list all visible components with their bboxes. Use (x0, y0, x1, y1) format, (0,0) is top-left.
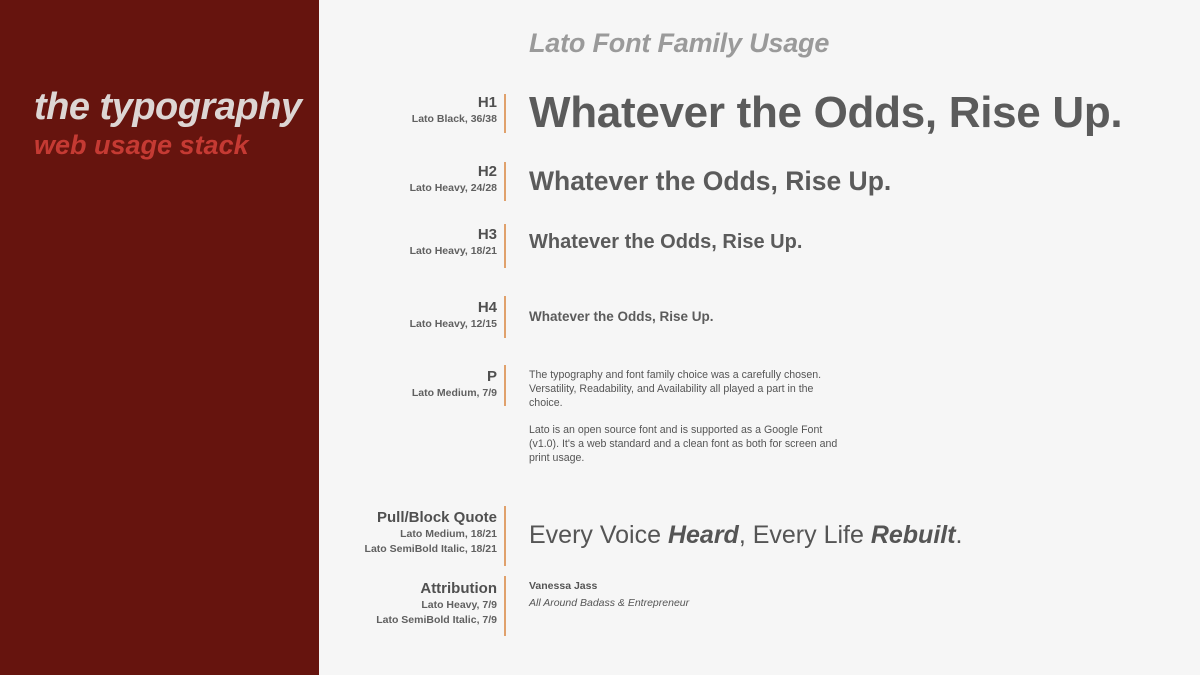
attribution-name: Vanessa Jass (529, 580, 598, 592)
sample-h3: Whatever the Odds, Rise Up. (529, 231, 803, 253)
divider-p (504, 365, 506, 406)
divider-attribution (504, 576, 506, 636)
style-name-h2: H2 (477, 163, 497, 180)
label-p (412, 368, 497, 401)
paragraph-sample-1: The typography and font family choice was a carefully chosen. Versatility, Readability, and Availability all played a part in the choice. (529, 369, 822, 409)
style-spec-h4: Lato Heavy, 12/15 (409, 318, 497, 330)
attribution-role: All Around Badass & Entrepreneur (529, 597, 690, 609)
style-name-attribution: Attribution (420, 580, 497, 597)
style-spec-attribution-1: Lato Heavy, 7/9 (421, 599, 497, 611)
divider-h2 (504, 162, 506, 201)
sample-h4: Whatever the Odds, Rise Up. (529, 309, 714, 324)
quote-part-1: Every Voice (529, 521, 668, 549)
label-h3 (410, 226, 497, 259)
sample-h2: Whatever the Odds, Rise Up. (529, 166, 892, 196)
style-spec-h1: Lato Black, 36/38 (411, 113, 497, 125)
sample-h1: Whatever the Odds, Rise Up. (529, 88, 1123, 137)
label-quote (365, 509, 497, 557)
label-attribution (376, 580, 497, 628)
label-h4 (410, 299, 497, 332)
quote-emphasis-2: Rebuilt (870, 521, 956, 549)
style-name-quote: Pull/Block Quote (376, 509, 497, 526)
style-spec-h3: Lato Heavy, 18/21 (409, 245, 497, 257)
style-name-h1: H1 (477, 94, 497, 111)
divider-quote (504, 506, 506, 566)
style-name-p: P (486, 368, 497, 385)
style-spec-quote-2: Lato SemiBold Italic, 18/21 (364, 543, 497, 555)
label-h1 (412, 94, 497, 127)
sidebar-title: the typography (34, 86, 302, 128)
paragraph-sample-2: Lato is an open source font and is supported as a Google Font (v1.0). It's a web standard and a clean font as both for screen and print usage. (529, 424, 838, 464)
quote-part-2: , Every Life (738, 521, 871, 549)
style-spec-quote-1: Lato Medium, 18/21 (400, 528, 497, 540)
sidebar (0, 0, 319, 675)
pull-quote (529, 521, 963, 550)
quote-part-3: . (955, 521, 963, 549)
label-h2 (410, 163, 497, 196)
style-spec-h2: Lato Heavy, 24/28 (409, 182, 497, 194)
divider-h1 (504, 94, 506, 133)
divider-h3 (504, 224, 506, 268)
style-name-h3: H3 (477, 226, 497, 243)
divider-h4 (504, 296, 506, 338)
style-spec-attribution-2: Lato SemiBold Italic, 7/9 (376, 614, 497, 626)
style-spec-p: Lato Medium, 7/9 (411, 387, 497, 399)
style-name-h4: H4 (477, 299, 497, 316)
sidebar-subtitle: web usage stack (34, 130, 249, 160)
page-title: Lato Font Family Usage (529, 28, 830, 58)
quote-emphasis-1: Heard (667, 521, 739, 549)
